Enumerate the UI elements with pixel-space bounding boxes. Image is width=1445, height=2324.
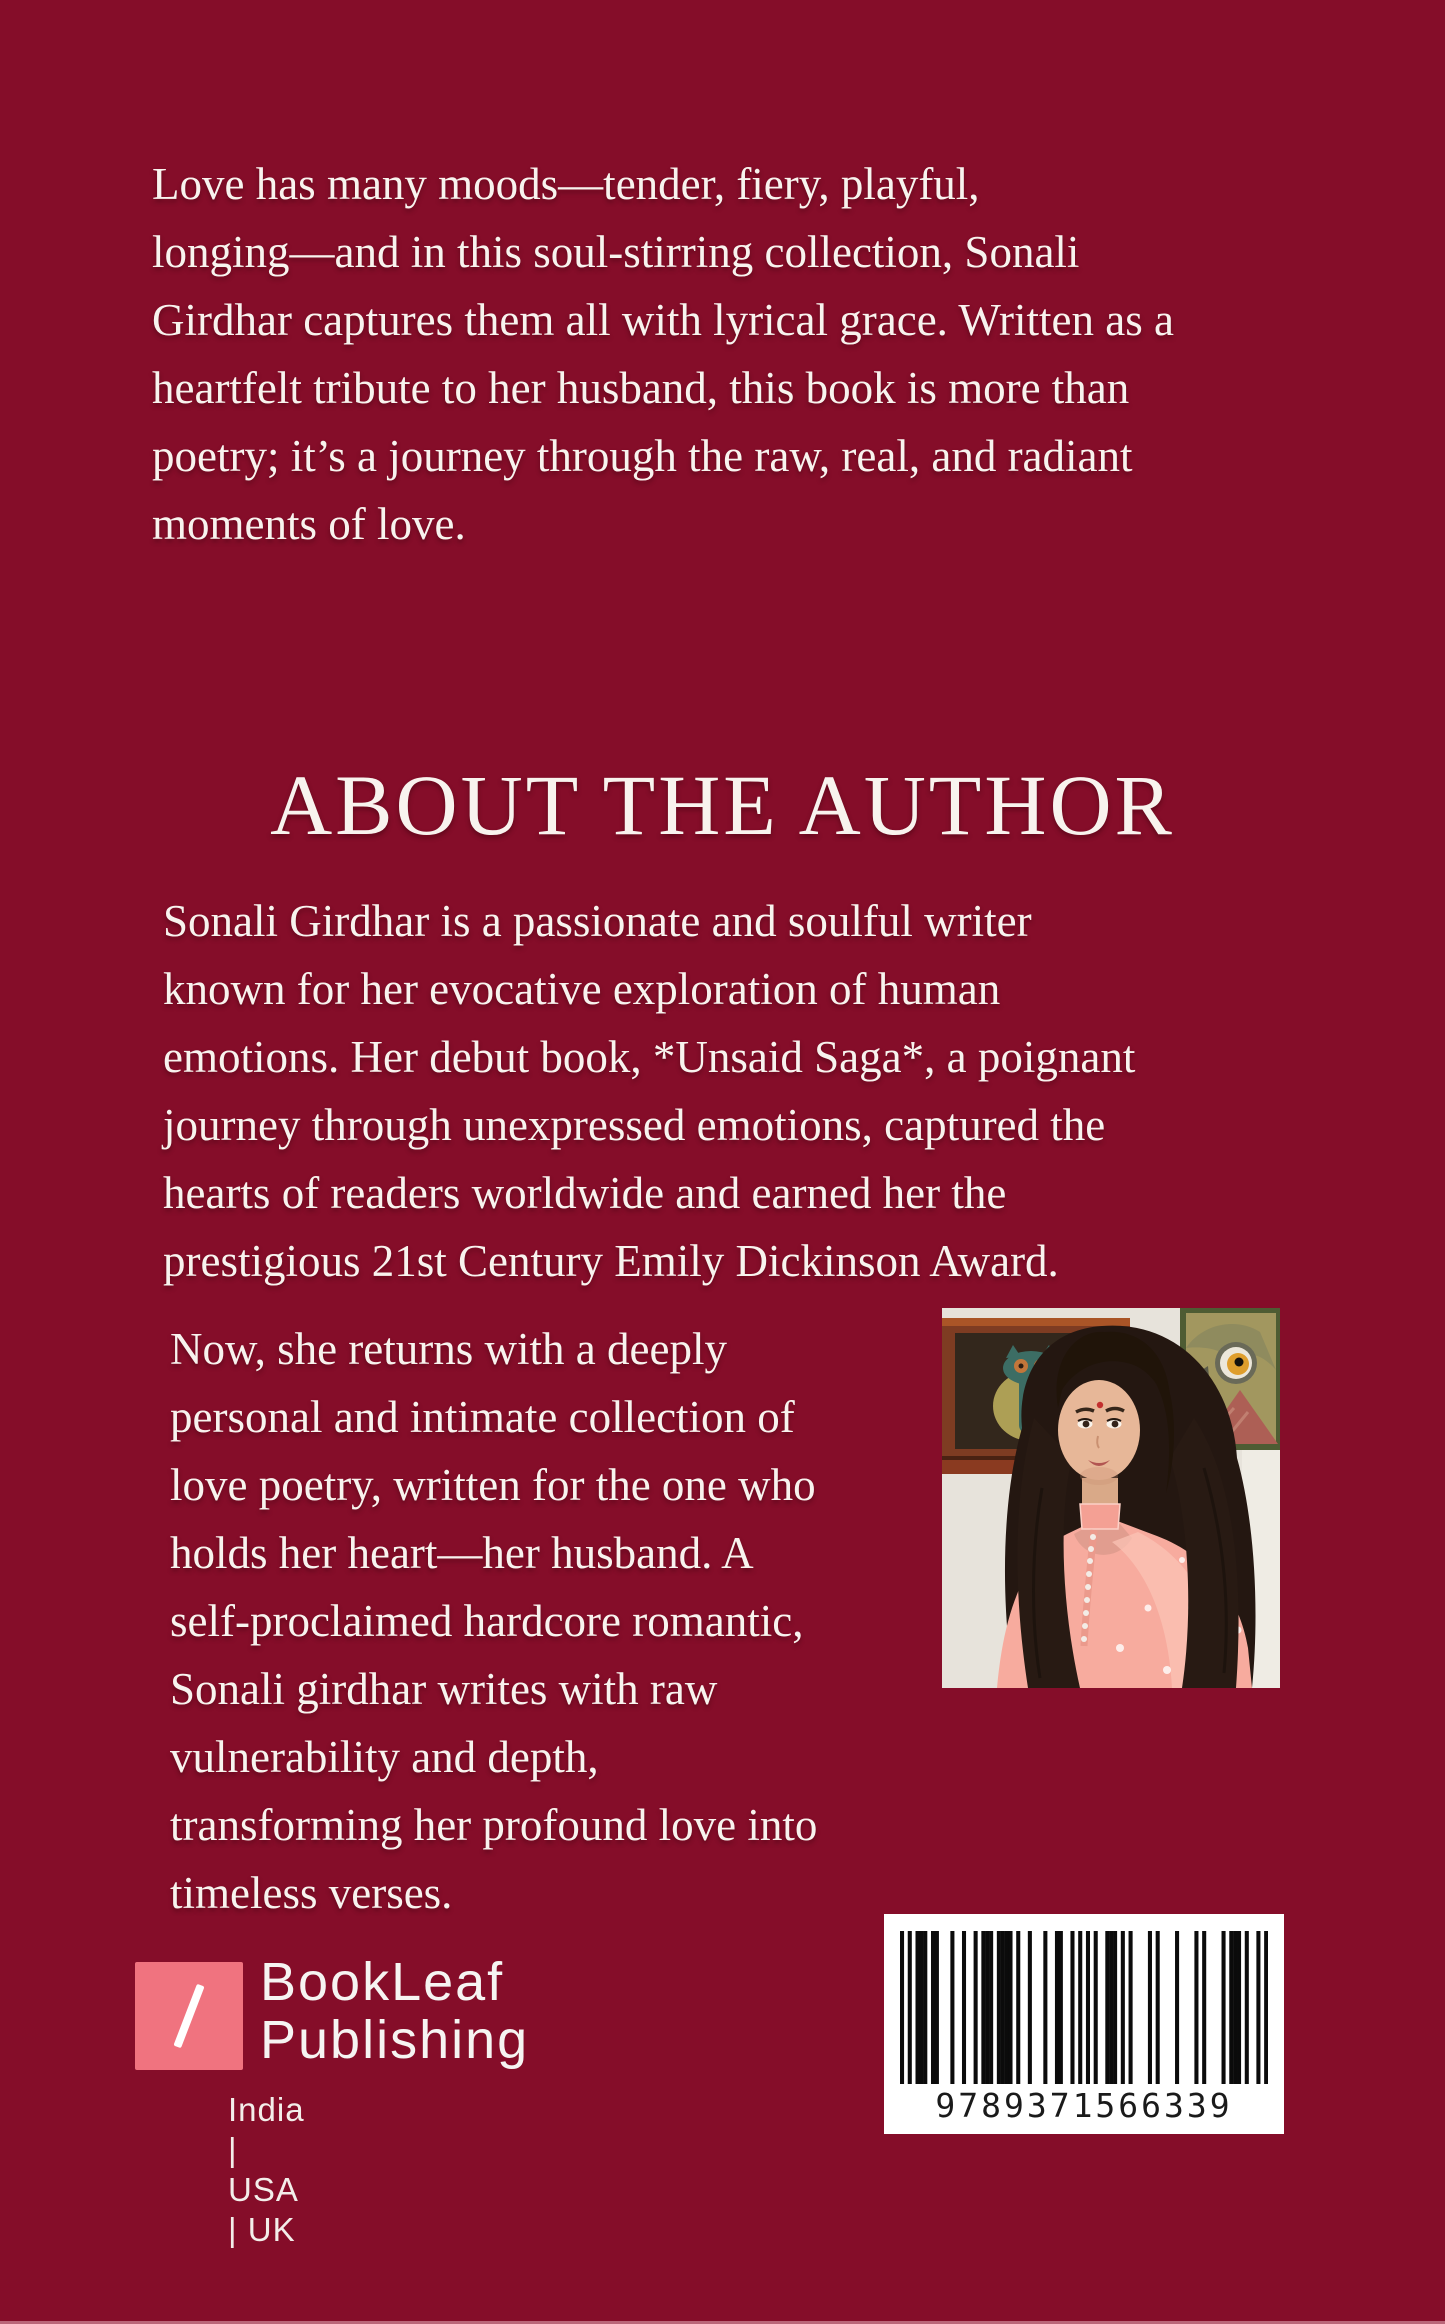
author-bio-paragraph-1 bbox=[163, 887, 1135, 1295]
author-photo-illustration bbox=[942, 1308, 1280, 1688]
publisher-name-line2: Publishing bbox=[260, 2010, 530, 2070]
text-line: timeless verses. bbox=[170, 1868, 453, 1918]
text-line: known for her evocative exploration of human bbox=[163, 964, 1001, 1014]
text-line: Sonali girdhar writes with raw bbox=[170, 1664, 718, 1714]
bindi bbox=[1097, 1402, 1103, 1408]
text-line: Love has many moods—tender, fiery, playful, bbox=[152, 159, 980, 209]
barcode-bars bbox=[900, 1931, 1268, 2084]
text-line: prestigious 21st Century Emily Dickinson Award. bbox=[163, 1236, 1059, 1286]
text-line: Sonali Girdhar is a passionate and soulful writer bbox=[163, 896, 1032, 946]
text-line: self-proclaimed hardcore romantic, bbox=[170, 1596, 804, 1646]
text-line: moments of love. bbox=[152, 499, 466, 549]
synopsis-text bbox=[152, 150, 1174, 558]
text-line: emotions. Her debut book, *Unsaid Saga*, a poignant bbox=[163, 1032, 1136, 1082]
text-line: personal and intimate collection of bbox=[170, 1392, 795, 1442]
about-the-author-heading: ABOUT THE AUTHOR bbox=[270, 757, 1175, 853]
text-line: heartfelt tribute to her husband, this book is more than bbox=[152, 363, 1130, 413]
author-photo bbox=[942, 1308, 1280, 1688]
text-line: holds her heart—her husband. A bbox=[170, 1528, 754, 1578]
logo-slash-glyph bbox=[173, 1984, 204, 2048]
text-line: hearts of readers worldwide and earned her the bbox=[163, 1168, 1007, 1218]
text-line: journey through unexpressed emotions, captured the bbox=[163, 1100, 1106, 1150]
isbn-number: 9789371566339 bbox=[935, 2086, 1233, 2125]
publisher-name-line1: BookLeaf bbox=[260, 1952, 505, 2012]
text-line: vulnerability and depth, bbox=[170, 1732, 599, 1782]
bookleaf-logo-icon bbox=[135, 1962, 243, 2070]
text-line: poetry; it’s a journey through the raw, real, and radiant bbox=[152, 431, 1133, 481]
barcode bbox=[884, 1914, 1284, 2134]
publisher-regions: India | USA | UK bbox=[228, 2091, 305, 2248]
text-line: longing—and in this soul-stirring collection, Sonali bbox=[152, 227, 1080, 277]
text-line: Now, she returns with a deeply bbox=[170, 1324, 727, 1374]
text-line: transforming her profound love into bbox=[170, 1800, 818, 1850]
text-line: love poetry, written for the one who bbox=[170, 1460, 816, 1510]
text-line: Girdhar captures them all with lyrical grace. Written as a bbox=[152, 295, 1174, 345]
author-bio-paragraph-2 bbox=[170, 1315, 817, 1927]
